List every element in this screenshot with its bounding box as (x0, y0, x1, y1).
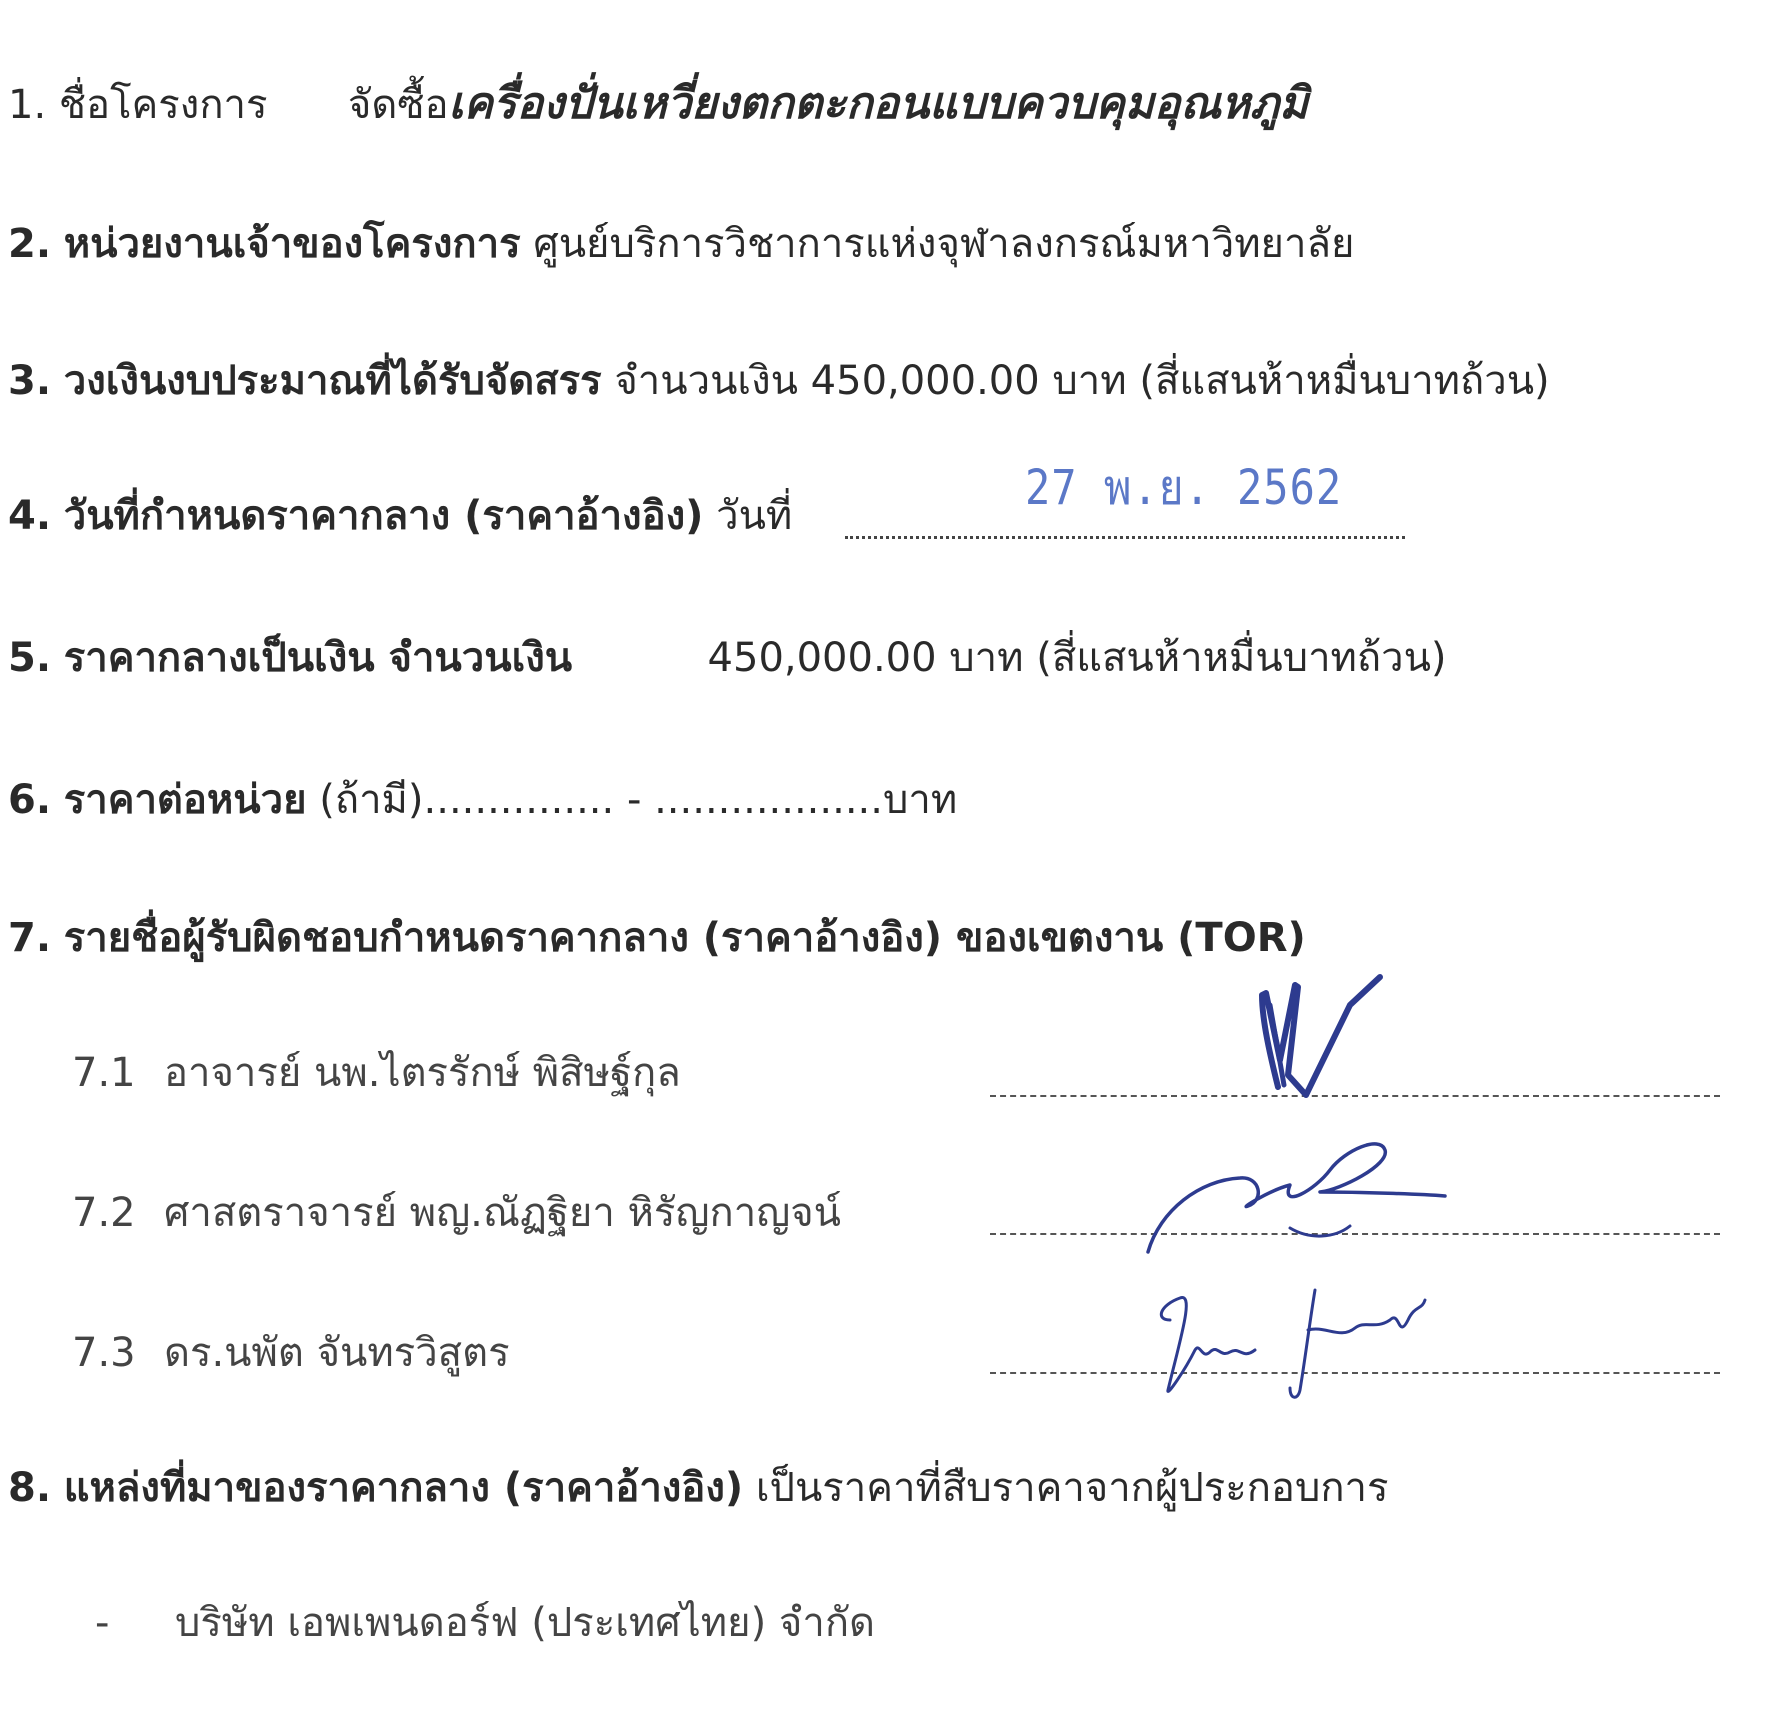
item-5 (8, 630, 1447, 686)
item-2-label: หน่วยงานเจ้าของโครงการ (63, 221, 521, 267)
item-7-number: 7. (8, 915, 52, 961)
member-number: 7.1 (72, 1050, 136, 1096)
item-6 (8, 772, 957, 828)
item-8 (8, 1460, 1389, 1516)
item-8-value: เป็นราคาที่สืบราคาจากผู้ประกอบการ (755, 1465, 1389, 1511)
vendor-name: บริษัท เอพเพนดอร์ฟ (ประเทศไทย) จำกัด (175, 1600, 876, 1646)
item-3-label: วงเงินงบประมาณที่ได้รับจัดสรร (63, 358, 602, 404)
item-7 (8, 910, 1306, 966)
member-number: 7.2 (72, 1190, 136, 1236)
vendor-item (95, 1595, 875, 1651)
item-4-value: วันที่ (716, 493, 793, 539)
item-1 (8, 76, 1308, 133)
item-2-value: ศูนย์บริการวิชาการแห่งจุฬาลงกรณ์มหาวิทยาลัย (533, 221, 1355, 267)
item-1-prefix: จัดซื้อ (347, 82, 449, 128)
member-name: อาจารย์ นพ.ไตรรักษ์ พิสิษฐ์กุล (164, 1050, 681, 1096)
item-6-label: ราคาต่อหน่วย (63, 777, 307, 823)
item-3-value: จำนวนเงิน 450,000.00 บาท (สี่แสนห้าหมื่นบาทถ้วน) (614, 358, 1550, 404)
date-dotted-line (845, 536, 1405, 539)
item-3 (8, 353, 1550, 409)
vendor-dash: - (95, 1600, 110, 1646)
member-name: ดร.นพัต จันทรวิสูตร (164, 1330, 510, 1376)
date-stamp: 27 พ.ย. 2562 (1025, 459, 1343, 516)
project-name: เครื่องปั่นเหวี่ยงตกตะกอนแบบควบคุมอุณหภูมิ (448, 78, 1309, 129)
item-6-number: 6. (8, 777, 52, 823)
item-5-label: ราคากลางเป็นเงิน จำนวนเงิน (63, 635, 573, 681)
item-2 (8, 216, 1354, 272)
member-7-1 (72, 1045, 681, 1101)
item-6-value: (ถ้ามี)............... - ..................บาท (319, 777, 958, 823)
item-1-number: 1. (8, 82, 47, 128)
item-2-number: 2. (8, 221, 52, 267)
signature-1 (1240, 965, 1410, 1105)
member-7-2 (72, 1185, 841, 1241)
item-3-number: 3. (8, 358, 52, 404)
member-number: 7.3 (72, 1330, 136, 1376)
item-8-label: แหล่งที่มาของราคากลาง (ราคาอ้างอิง) (63, 1465, 744, 1511)
member-name: ศาสตราจารย์ พญ.ณัฏฐิยา หิรัญกาญจน์ (164, 1190, 842, 1236)
item-8-number: 8. (8, 1465, 52, 1511)
member-7-3 (72, 1325, 510, 1381)
item-4-label: วันที่กำหนดราคากลาง (ราคาอ้างอิง) (63, 493, 704, 539)
item-4 (8, 488, 792, 544)
item-5-value: 450,000.00 บาท (สี่แสนห้าหมื่นบาทถ้วน) (707, 635, 1447, 681)
item-1-label: ชื่อโครงการ (58, 82, 268, 128)
item-7-label: รายชื่อผู้รับผิดชอบกำหนดราคากลาง (ราคาอ้างอิง) ของเขตงาน (TOR) (63, 915, 1306, 961)
item-5-number: 5. (8, 635, 52, 681)
item-4-number: 4. (8, 493, 52, 539)
signature-3 (1140, 1280, 1460, 1410)
signature-2 (1140, 1130, 1460, 1270)
